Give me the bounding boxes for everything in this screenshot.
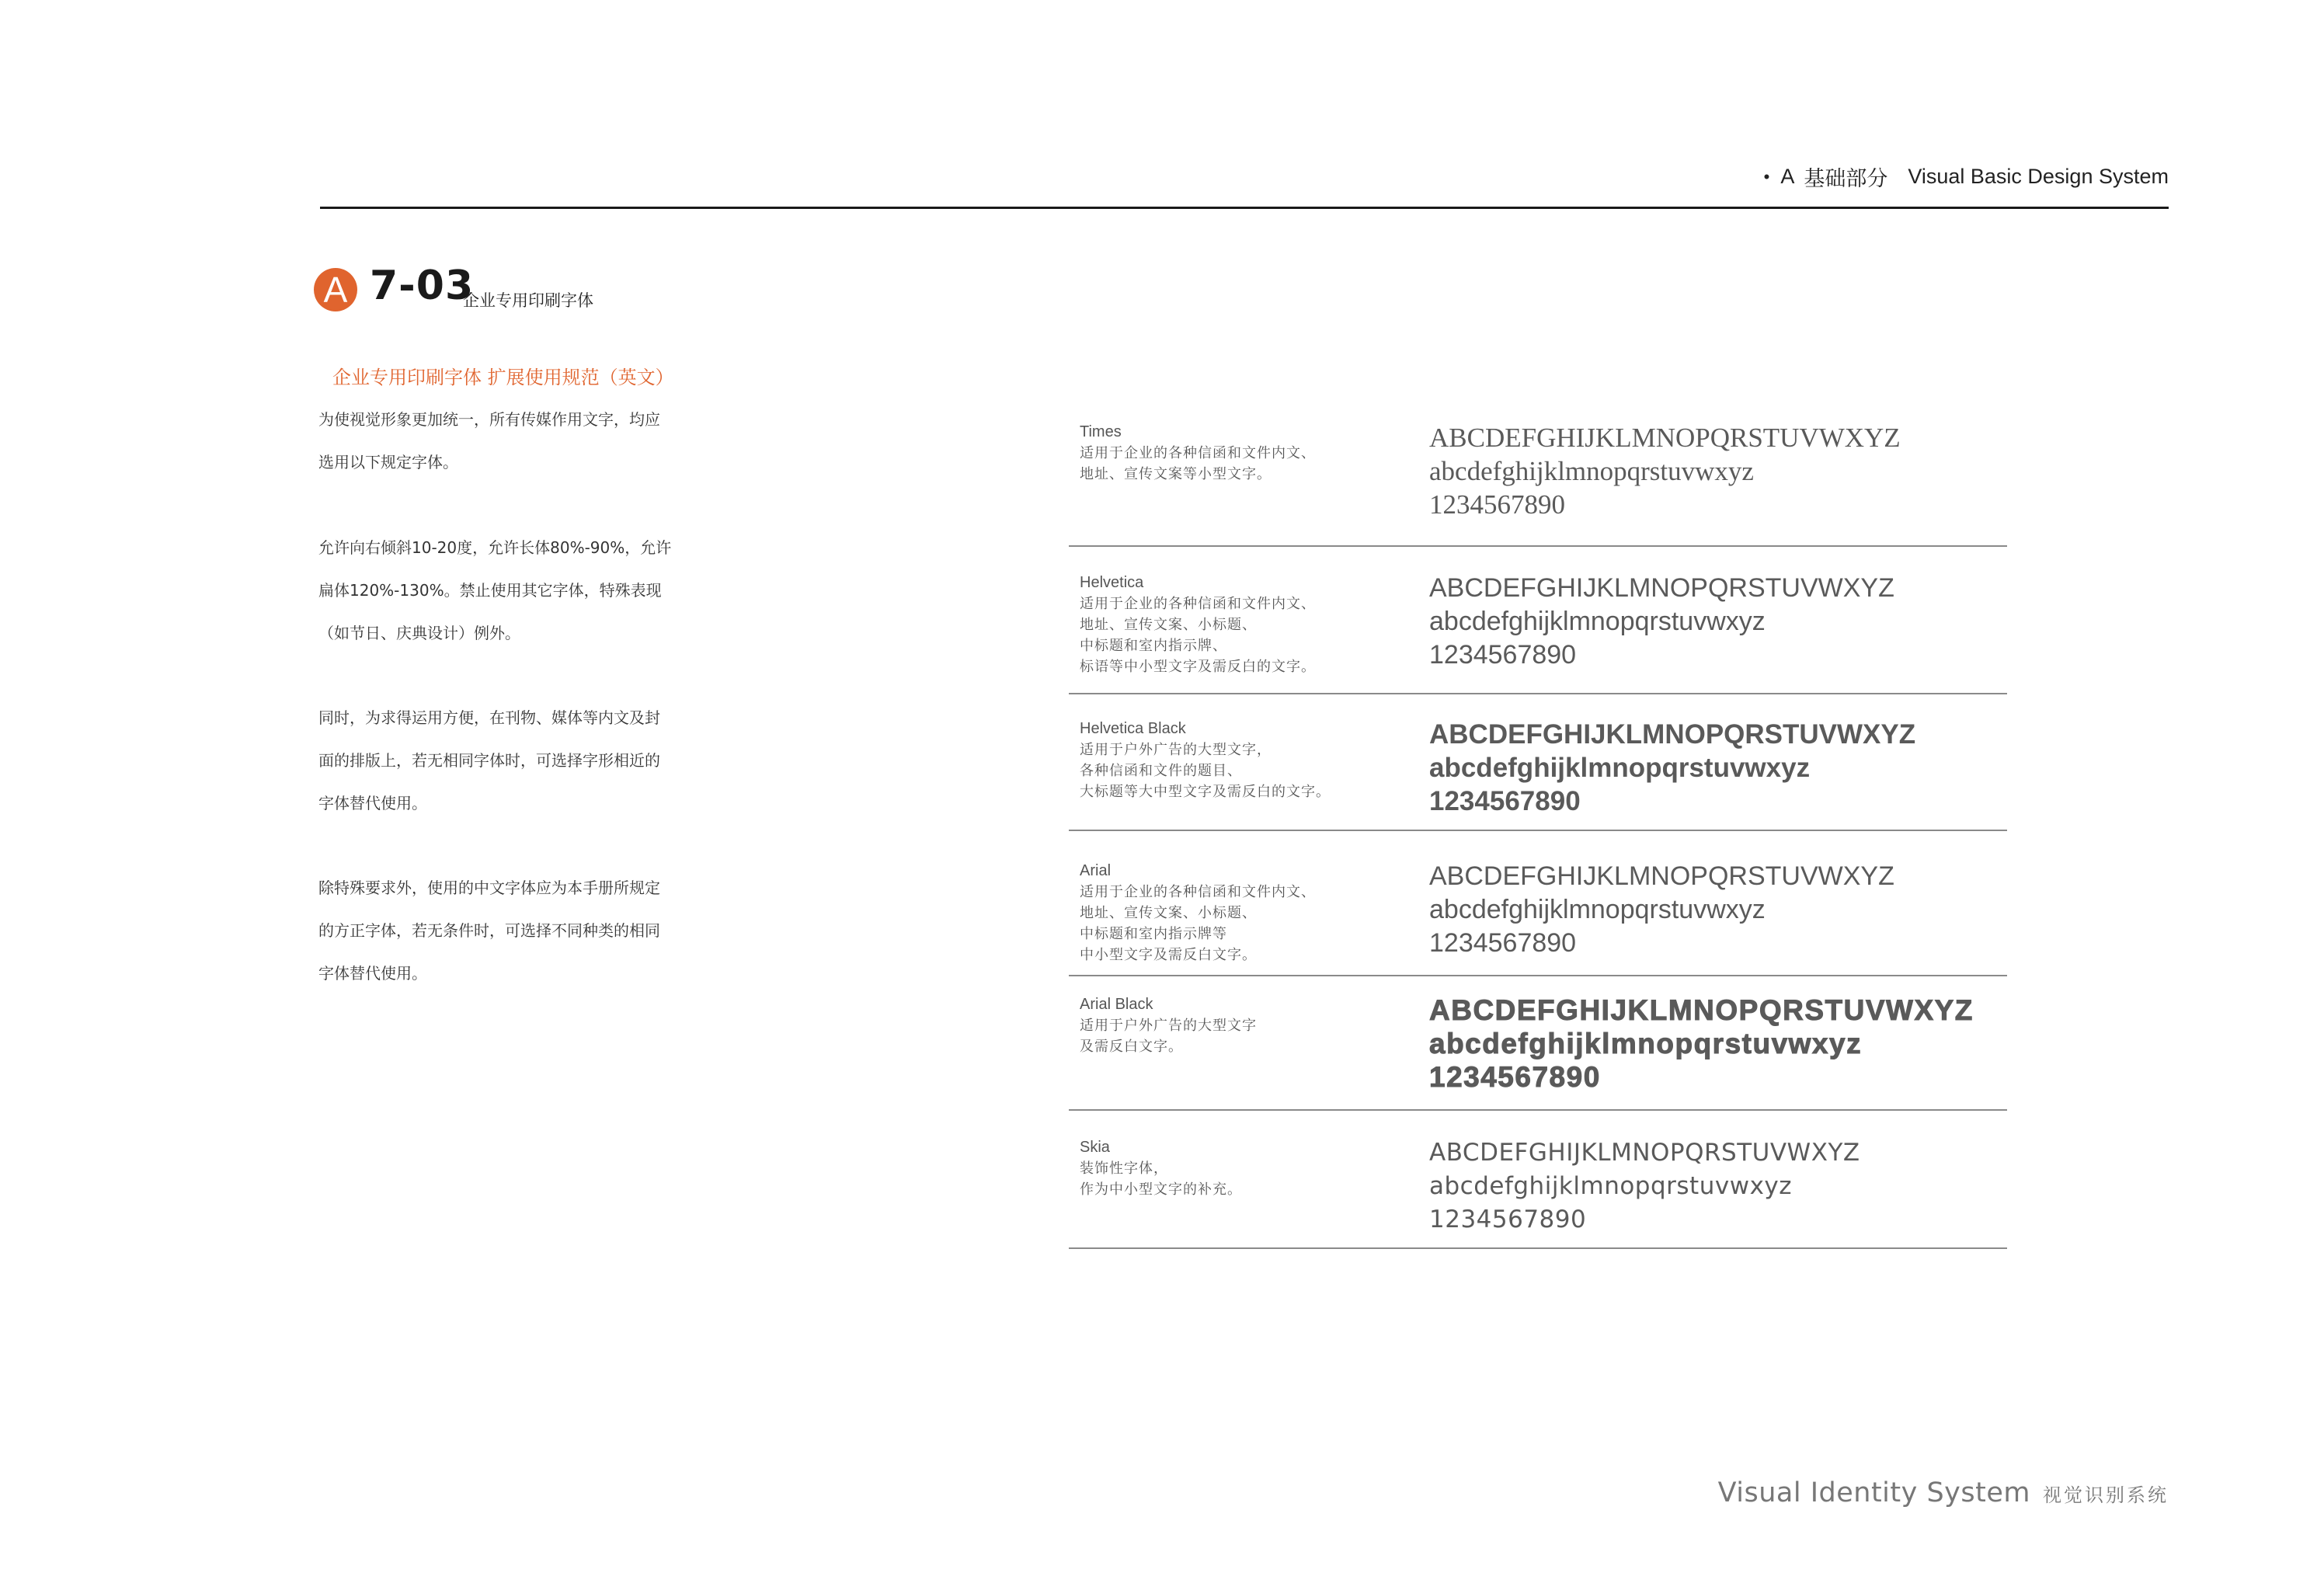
header-breadcrumb bbox=[1764, 162, 2169, 192]
font-meta bbox=[1080, 718, 1406, 802]
body-line: 面的排版上，若无相同字体时，可选择字形相近的 bbox=[318, 751, 660, 770]
sample-lowercase: abcdefghijklmnopqrstuvwxyz bbox=[1429, 753, 1811, 783]
body-paragraph bbox=[318, 527, 722, 655]
font-desc-line: 作为中小型文字的补充。 bbox=[1080, 1181, 1242, 1198]
subheading: 企业专用印刷字体 扩展使用规范（英文） bbox=[332, 367, 674, 388]
sample-uppercase: ABCDEFGHIJKLMNOPQRSTUVWXYZ bbox=[1429, 719, 1916, 750]
row-divider bbox=[1069, 830, 2007, 831]
font-meta bbox=[1080, 572, 1406, 677]
header-section-letter: A bbox=[1780, 165, 1795, 188]
font-desc-line: 及需反白文字。 bbox=[1080, 1039, 1183, 1055]
font-desc-line: 适用于户外广告的大型文字， bbox=[1080, 742, 1272, 758]
font-desc-line: 中小型文字及需反白文字。 bbox=[1080, 947, 1257, 963]
font-desc-line: 中标题和室内指示牌等 bbox=[1080, 926, 1227, 942]
body-line: （如节日、庆典设计）例外。 bbox=[318, 624, 520, 642]
font-sample bbox=[1429, 860, 1894, 960]
row-divider bbox=[1069, 545, 2007, 547]
body-line: 选用以下规定字体。 bbox=[318, 453, 458, 471]
font-name: Helvetica bbox=[1080, 574, 1144, 591]
font-sample bbox=[1429, 421, 1901, 521]
body-paragraph bbox=[318, 867, 722, 995]
row-divider bbox=[1069, 1109, 2007, 1111]
sample-uppercase: ABCDEFGHIJKLMNOPQRSTUVWXYZ bbox=[1429, 423, 1901, 453]
header-section-zh: 基础部分 bbox=[1804, 167, 1888, 190]
font-sample bbox=[1429, 993, 1974, 1094]
body-paragraph bbox=[318, 697, 722, 825]
row-divider bbox=[1069, 1247, 2007, 1249]
font-meta bbox=[1080, 421, 1406, 485]
font-desc-line: 适用于企业的各种信函和文件内文、 bbox=[1080, 445, 1316, 461]
sample-digits: 1234567890 bbox=[1429, 640, 1577, 670]
font-meta bbox=[1080, 993, 1406, 1057]
font-desc-line: 各种信函和文件的题目、 bbox=[1080, 763, 1242, 779]
font-desc-line: 适用于企业的各种信函和文件内文、 bbox=[1080, 596, 1316, 612]
sample-digits: 1234567890 bbox=[1429, 489, 1565, 520]
font-name: Times bbox=[1080, 423, 1122, 440]
font-name: Arial bbox=[1080, 862, 1112, 879]
sample-digits: 1234567890 bbox=[1429, 786, 1581, 816]
font-sample bbox=[1429, 572, 1894, 672]
header-section-en: Visual Basic Design System bbox=[1908, 165, 2169, 188]
font-desc-line: 装饰性字体， bbox=[1080, 1160, 1168, 1177]
sample-digits: 1234567890 bbox=[1429, 928, 1577, 958]
body-line: 允许向右倾斜10-20度，允许长体80%-90%，允许 bbox=[318, 538, 672, 557]
body-line: 字体替代使用。 bbox=[318, 794, 427, 812]
bullet-icon: • bbox=[1763, 166, 1770, 186]
sample-uppercase: ABCDEFGHIJKLMNOPQRSTUVWXYZ bbox=[1429, 861, 1894, 891]
font-desc-line: 适用于企业的各种信函和文件内文、 bbox=[1080, 884, 1316, 900]
font-desc-line: 地址、宣传文案等小型文字。 bbox=[1080, 466, 1272, 482]
sample-lowercase: abcdefghijklmnopqrstuvwxyz bbox=[1429, 456, 1754, 486]
sample-digits: 1234567890 bbox=[1429, 1061, 1601, 1093]
font-desc-line: 地址、宣传文案、小标题、 bbox=[1080, 905, 1257, 921]
sample-digits: 1234567890 bbox=[1429, 1206, 1587, 1233]
footer-brand bbox=[1718, 1477, 2169, 1508]
body-paragraph bbox=[318, 398, 722, 484]
font-desc-line: 标语等中小型文字及需反白的文字。 bbox=[1080, 659, 1316, 675]
font-meta bbox=[1080, 1136, 1406, 1200]
sample-uppercase: ABCDEFGHIJKLMNOPQRSTUVWXYZ bbox=[1429, 994, 1974, 1026]
body-line: 字体替代使用。 bbox=[318, 964, 427, 983]
body-line: 扁体120%-130%。禁止使用其它字体，特殊表现 bbox=[318, 581, 662, 600]
section-badge-icon: A bbox=[314, 268, 357, 311]
footer-en: Visual Identity System bbox=[1717, 1477, 2030, 1508]
font-desc-line: 中标题和室内指示牌、 bbox=[1080, 638, 1227, 654]
body-line: 除特殊要求外，使用的中文字体应为本手册所规定 bbox=[318, 879, 660, 897]
footer-zh: 视觉识别系统 bbox=[2043, 1484, 2169, 1506]
font-sample bbox=[1429, 1136, 1860, 1237]
sample-uppercase: ABCDEFGHIJKLMNOPQRSTUVWXYZ bbox=[1429, 573, 1894, 603]
font-name: Helvetica Black bbox=[1080, 720, 1186, 737]
header-rule bbox=[320, 207, 2169, 209]
font-meta bbox=[1080, 860, 1406, 965]
font-name: Arial Black bbox=[1080, 996, 1153, 1013]
font-desc-line: 适用于户外广告的大型文字 bbox=[1080, 1018, 1257, 1034]
section-title: 企业专用印刷字体 bbox=[463, 291, 593, 310]
body-line: 同时，为求得运用方便，在刊物、媒体等内文及封 bbox=[318, 708, 660, 727]
row-divider bbox=[1069, 693, 2007, 694]
body-line: 的方正字体，若无条件时，可选择不同种类的相同 bbox=[318, 921, 660, 940]
sample-lowercase: abcdefghijklmnopqrstuvwxyz bbox=[1429, 895, 1766, 924]
sample-uppercase: ABCDEFGHIJKLMNOPQRSTUVWXYZ bbox=[1429, 1139, 1860, 1167]
sample-lowercase: abcdefghijklmnopqrstuvwxyz bbox=[1429, 1028, 1863, 1059]
font-desc-line: 地址、宣传文案、小标题、 bbox=[1080, 617, 1257, 633]
font-name: Skia bbox=[1080, 1139, 1110, 1156]
row-divider bbox=[1069, 975, 2007, 976]
sample-lowercase: abcdefghijklmnopqrstuvwxyz bbox=[1429, 1172, 1793, 1200]
font-desc-line: 大标题等大中型文字及需反白的文字。 bbox=[1080, 784, 1331, 800]
font-sample bbox=[1429, 718, 1915, 818]
sample-lowercase: abcdefghijklmnopqrstuvwxyz bbox=[1429, 607, 1766, 636]
section-number: 7-03 bbox=[370, 263, 475, 309]
body-line: 为使视觉形象更加统一，所有传媒作用文字，均应 bbox=[318, 410, 660, 429]
